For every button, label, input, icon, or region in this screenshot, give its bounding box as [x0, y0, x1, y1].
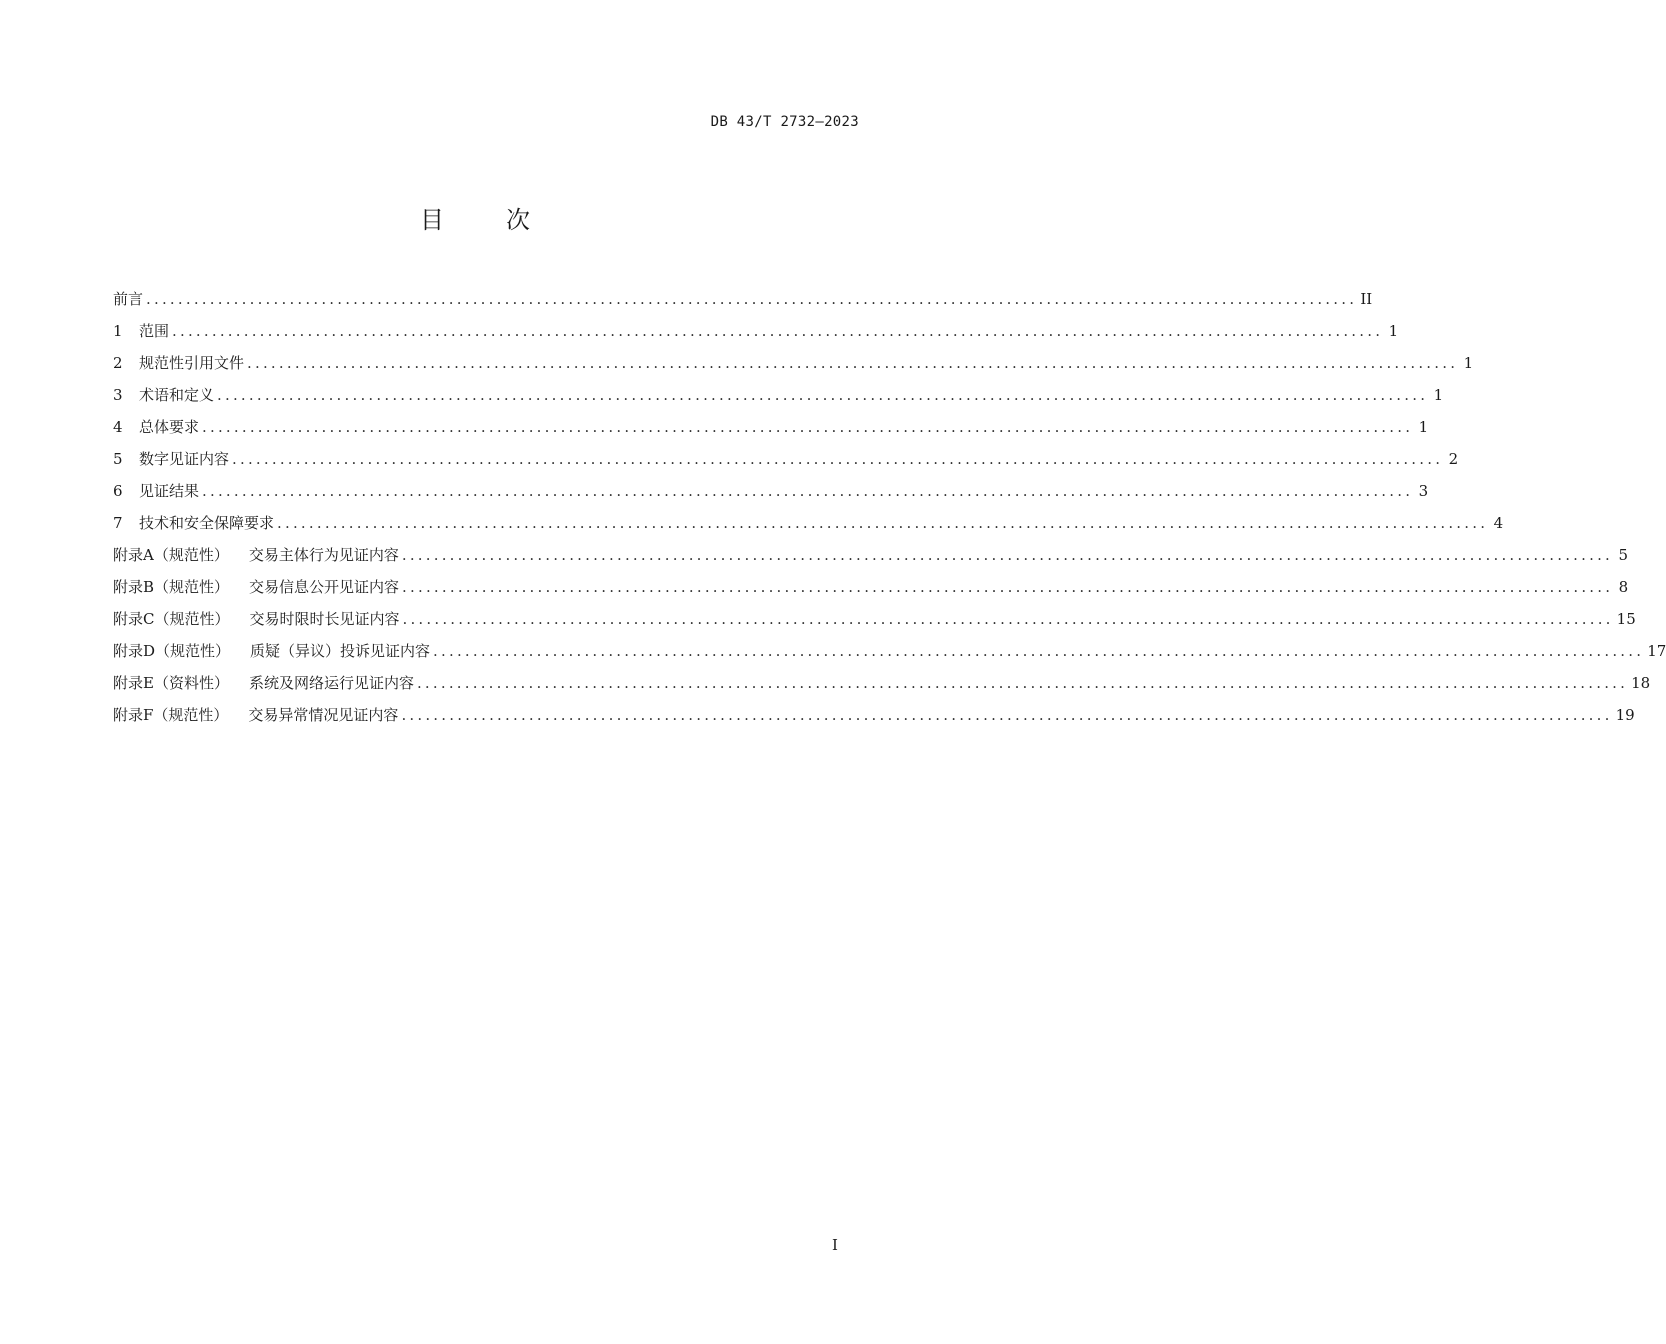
toc-entry-page: 17	[1647, 642, 1666, 660]
toc-entry-label: 系统及网络运行见证内容	[248, 674, 414, 692]
document-code: DB 43/T 2732—2023	[710, 114, 859, 130]
toc-entry-number: 4	[113, 418, 123, 436]
toc-entry-label: 交易异常情况见证内容	[248, 706, 399, 724]
toc-dot-leader: ........................................................................................................................................................	[146, 290, 1358, 308]
toc-entry-number: 3	[113, 386, 123, 404]
toc-appendix-prefix: 附录A（规范性）	[113, 546, 229, 564]
toc-entry-page: 3	[1418, 482, 1429, 500]
toc-entry-number: 7	[113, 514, 123, 532]
toc-entry-page: 15	[1616, 610, 1636, 628]
toc-dot-leader: ........................................................................................................................................................	[416, 674, 1629, 692]
toc-entry-number: 6	[113, 482, 123, 500]
toc-appendix-prefix: 附录C（规范性）	[113, 610, 230, 628]
toc-entry-label: 交易时限时长见证内容	[249, 610, 400, 628]
toc-entry-appendix-b[interactable]	[113, 573, 1629, 605]
toc-dot-leader: ........................................................................................................................................................	[401, 706, 1613, 724]
toc-entry-page: 1	[1463, 354, 1474, 372]
toc-entry-number: 5	[113, 450, 123, 468]
toc-dot-leader: ........................................................................................................................................................	[402, 578, 1614, 596]
toc-entry-appendix-d[interactable]	[113, 637, 1666, 669]
toc-entry-label: 见证结果	[139, 482, 200, 500]
toc-entry-page: 2	[1448, 450, 1459, 468]
toc-entry-number: 1	[113, 322, 123, 340]
toc-entry-general-requirements[interactable]	[113, 413, 1429, 445]
toc-entry-page: 18	[1631, 674, 1651, 692]
toc-entry-witness-results[interactable]	[113, 477, 1429, 509]
page-number: I	[832, 1236, 838, 1254]
toc-entry-label: 交易信息公开见证内容	[249, 578, 400, 596]
toc-entry-normative-references[interactable]	[113, 349, 1474, 381]
toc-entry-label: 范围	[139, 322, 170, 340]
toc-entry-page: 8	[1618, 578, 1629, 596]
toc-entry-appendix-e[interactable]	[113, 669, 1651, 701]
toc-dot-leader: ........................................................................................................................................................	[247, 354, 1459, 372]
toc-entry-technical-security[interactable]	[113, 509, 1504, 541]
toc-entry-label: 规范性引用文件	[139, 354, 245, 372]
toc-entry-label: 术语和定义	[139, 386, 215, 404]
toc-entry-page: 1	[1418, 418, 1429, 436]
toc-entry-page: 1	[1388, 322, 1399, 340]
toc-dot-leader: ........................................................................................................................................................	[402, 610, 1614, 628]
toc-entry-page: 4	[1493, 514, 1504, 532]
toc-appendix-prefix: 附录B（规范性）	[113, 578, 230, 596]
toc-entry-page: 1	[1433, 386, 1444, 404]
toc-entry-foreword[interactable]	[113, 285, 1373, 317]
toc-entry-label: 技术和安全保障要求	[139, 514, 275, 532]
toc-entry-page: 19	[1615, 706, 1635, 724]
toc-dot-leader: ........................................................................................................................................................	[217, 386, 1429, 404]
toc-dot-leader: ........................................................................................................................................................	[277, 514, 1489, 532]
toc-entry-label: 质疑（异议）投诉见证内容	[250, 642, 431, 660]
toc-entry-label: 交易主体行为见证内容	[248, 546, 399, 564]
toc-entry-appendix-f[interactable]	[113, 701, 1635, 733]
toc-entry-appendix-c[interactable]	[113, 605, 1636, 637]
toc-appendix-prefix: 附录E（资料性）	[113, 674, 229, 692]
toc-dot-leader: ........................................................................................................................................................	[202, 418, 1414, 436]
toc-entry-page: II	[1360, 290, 1373, 308]
toc-dot-leader: ........................................................................................................................................................	[401, 546, 1614, 564]
toc-entry-label: 数字见证内容	[139, 450, 230, 468]
toc-entry-witness-content[interactable]	[113, 445, 1459, 477]
toc-dot-leader: ........................................................................................................................................................	[202, 482, 1414, 500]
toc-entry-label: 总体要求	[139, 418, 200, 436]
toc-entry-number: 2	[113, 354, 123, 372]
toc-title: 目次	[420, 206, 592, 234]
toc-entry-label: 前言	[113, 290, 144, 308]
toc-entry-scope[interactable]	[113, 317, 1399, 349]
toc-dot-leader: ........................................................................................................................................................	[232, 450, 1444, 468]
table-of-contents	[113, 285, 1666, 733]
toc-entry-terms-definitions[interactable]	[113, 381, 1444, 413]
toc-appendix-prefix: 附录F（规范性）	[113, 706, 229, 724]
toc-entry-page: 5	[1618, 546, 1629, 564]
toc-appendix-prefix: 附录D（规范性）	[113, 642, 231, 660]
toc-entry-appendix-a[interactable]	[113, 541, 1629, 573]
toc-dot-leader: ........................................................................................................................................................	[172, 322, 1384, 340]
toc-dot-leader: ........................................................................................................................................................	[433, 642, 1645, 660]
